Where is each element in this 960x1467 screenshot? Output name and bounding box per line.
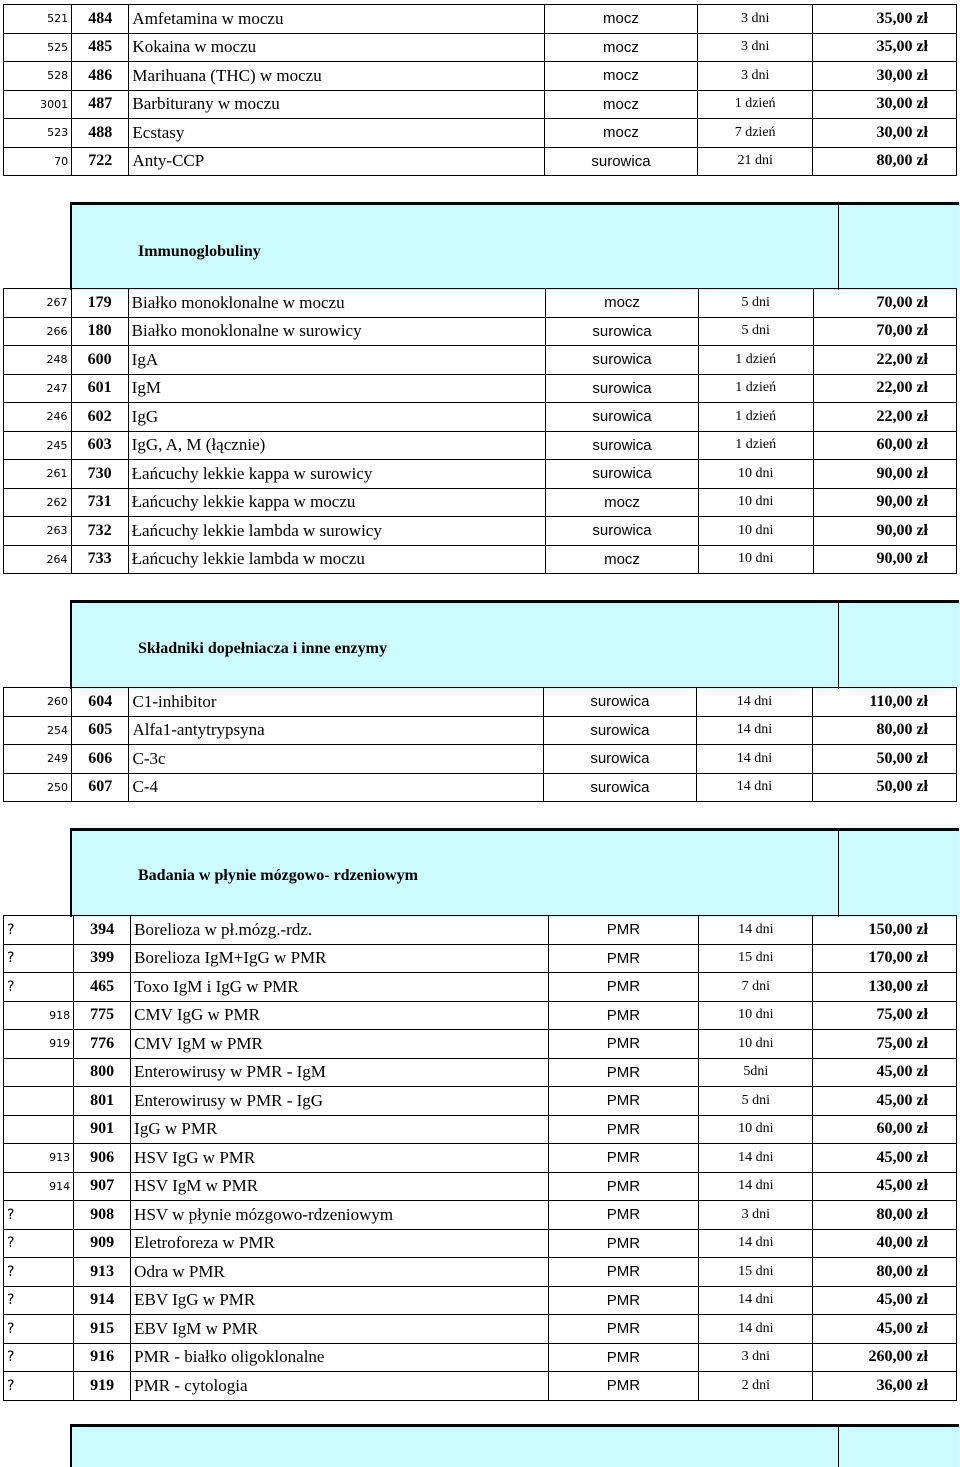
material-cell: PMR	[548, 1001, 699, 1030]
code-cell: 908	[74, 1201, 131, 1230]
material-cell: surowica	[543, 745, 697, 774]
turnaround-cell: 3 dni	[699, 1343, 813, 1372]
test-name-cell: HSV w płynie mózgowo-rdzeniowym	[131, 1201, 548, 1230]
table-row	[4, 5, 957, 34]
turnaround-cell: 3 dni	[698, 62, 813, 91]
test-name-cell: Odra w PMR	[131, 1258, 548, 1287]
code-cell: 906	[74, 1144, 131, 1173]
test-name-cell: CMV IgM w PMR	[131, 1030, 548, 1059]
code-cell: 733	[71, 545, 128, 574]
price-cell: 80,00 zł	[813, 1201, 957, 1230]
table-row	[4, 973, 957, 1002]
material-cell: PMR	[548, 1172, 699, 1201]
material-cell: surowica	[543, 773, 697, 802]
material-cell: PMR	[548, 1087, 699, 1116]
ref-cell: 247	[4, 374, 72, 403]
table-row	[4, 773, 957, 802]
turnaround-cell: 1 dzień	[698, 403, 813, 432]
price-cell: 150,00 zł	[813, 916, 957, 945]
price-cell: 40,00 zł	[813, 1229, 957, 1258]
ref-cell: 918	[4, 1001, 74, 1030]
table-row	[4, 403, 957, 432]
material-cell: mocz	[544, 62, 697, 91]
ref-cell: 914	[4, 1172, 74, 1201]
table-row	[4, 147, 957, 176]
table-row	[4, 346, 957, 375]
table-row	[4, 374, 957, 403]
material-cell: surowica	[546, 346, 699, 375]
turnaround-cell: 7 dzień	[698, 119, 813, 148]
material-cell: PMR	[548, 1343, 699, 1372]
material-cell: mocz	[546, 289, 699, 318]
section-header	[70, 600, 959, 689]
price-cell: 260,00 zł	[813, 1343, 957, 1372]
table-row	[4, 517, 957, 546]
table-row	[4, 545, 957, 574]
price-cell: 90,00 zł	[813, 545, 956, 574]
table-row	[4, 716, 957, 745]
test-name-cell: C-3c	[129, 745, 543, 774]
price-cell: 50,00 zł	[812, 773, 956, 802]
material-cell: PMR	[548, 1115, 699, 1144]
material-cell: PMR	[548, 1144, 699, 1173]
material-cell: PMR	[548, 916, 699, 945]
turnaround-cell: 7 dni	[699, 973, 813, 1002]
price-cell: 80,00 zł	[812, 716, 956, 745]
price-cell: 50,00 zł	[812, 745, 956, 774]
test-name-cell: Łańcuchy lekkie kappa w moczu	[128, 488, 546, 517]
table-row	[4, 317, 957, 346]
material-cell: surowica	[546, 317, 699, 346]
ref-cell: 528	[4, 62, 72, 91]
table-row	[4, 460, 957, 489]
test-name-cell: EBV IgM w PMR	[131, 1315, 548, 1344]
test-name-cell: Anty-CCP	[129, 147, 544, 176]
table-row	[4, 431, 957, 460]
price-cell: 70,00 zł	[813, 317, 956, 346]
turnaround-cell: 10 dni	[699, 1030, 813, 1059]
material-cell: surowica	[543, 688, 697, 717]
material-cell: PMR	[548, 1229, 699, 1258]
code-cell: 732	[71, 517, 128, 546]
test-name-cell: Barbiturany w moczu	[129, 90, 544, 119]
price-cell: 35,00 zł	[813, 33, 957, 62]
price-cell: 30,00 zł	[813, 62, 957, 91]
turnaround-cell: 21 dni	[698, 147, 813, 176]
material-cell: mocz	[546, 545, 699, 574]
code-cell: 776	[74, 1030, 131, 1059]
ref-cell: 262	[4, 488, 72, 517]
material-cell: PMR	[548, 1372, 699, 1401]
test-name-cell: Enterowirusy w PMR - IgG	[131, 1087, 548, 1116]
ref-cell: ?	[4, 1258, 74, 1287]
price-cell: 90,00 zł	[813, 517, 956, 546]
table-row	[4, 1286, 957, 1315]
ref-cell: ?	[4, 1315, 74, 1344]
code-cell: 601	[71, 374, 128, 403]
turnaround-cell: 10 dni	[698, 460, 813, 489]
price-cell: 36,00 zł	[813, 1372, 957, 1401]
ref-cell: ?	[4, 944, 74, 973]
table-row	[4, 1343, 957, 1372]
material-cell: surowica	[543, 716, 697, 745]
ref-cell: 254	[4, 716, 72, 745]
ref-cell: 3001	[4, 90, 72, 119]
material-cell: PMR	[548, 1315, 699, 1344]
test-name-cell: Łańcuchy lekkie lambda w surowicy	[128, 517, 546, 546]
code-cell: 801	[74, 1087, 131, 1116]
table-row	[4, 488, 957, 517]
material-cell: mocz	[544, 90, 697, 119]
code-cell: 909	[74, 1229, 131, 1258]
test-name-cell: Łańcuchy lekkie lambda w moczu	[128, 545, 546, 574]
turnaround-cell: 1 dzień	[698, 90, 813, 119]
turnaround-cell: 5 dni	[698, 317, 813, 346]
ref-cell: 260	[4, 688, 72, 717]
table-row	[4, 1115, 957, 1144]
turnaround-cell: 1 dzień	[698, 346, 813, 375]
turnaround-cell: 1 dzień	[698, 431, 813, 460]
turnaround-cell: 3 dni	[698, 5, 813, 34]
test-name-cell: Enterowirusy w PMR - IgM	[131, 1058, 548, 1087]
price-cell: 45,00 zł	[813, 1172, 957, 1201]
ref-cell: 264	[4, 545, 72, 574]
material-cell: PMR	[548, 944, 699, 973]
price-cell: 30,00 zł	[813, 119, 957, 148]
price-cell: 22,00 zł	[813, 403, 956, 432]
code-cell: 394	[74, 916, 131, 945]
material-cell: PMR	[548, 1286, 699, 1315]
turnaround-cell: 14 dni	[699, 1229, 813, 1258]
material-cell: mocz	[544, 5, 697, 34]
table-row	[4, 688, 957, 717]
turnaround-cell: 14 dni	[697, 688, 812, 717]
price-cell: 45,00 zł	[813, 1315, 957, 1344]
test-name-cell: Białko monoklonalne w surowicy	[128, 317, 546, 346]
price-cell: 45,00 zł	[813, 1058, 957, 1087]
turnaround-cell: 5dni	[699, 1058, 813, 1087]
table-row	[4, 1001, 957, 1030]
code-cell: 602	[71, 403, 128, 432]
material-cell: mocz	[544, 33, 697, 62]
price-cell: 80,00 zł	[813, 1258, 957, 1287]
code-cell: 915	[74, 1315, 131, 1344]
material-cell: PMR	[548, 1030, 699, 1059]
code-cell: 731	[71, 488, 128, 517]
test-name-cell: IgM	[128, 374, 546, 403]
table-row	[4, 1087, 957, 1116]
turnaround-cell: 14 dni	[699, 1286, 813, 1315]
turnaround-cell: 10 dni	[699, 1001, 813, 1030]
price-cell: 22,00 zł	[813, 346, 956, 375]
test-table	[3, 4, 957, 176]
section-header	[70, 828, 959, 917]
turnaround-cell: 15 dni	[699, 1258, 813, 1287]
table-row	[4, 33, 957, 62]
table-row	[4, 119, 957, 148]
test-name-cell: Eletroforeza w PMR	[131, 1229, 548, 1258]
code-cell: 485	[72, 33, 129, 62]
price-cell: 170,00 zł	[813, 944, 957, 973]
turnaround-cell: 14 dni	[697, 716, 812, 745]
code-cell: 180	[71, 317, 128, 346]
table-row	[4, 90, 957, 119]
turnaround-cell: 10 dni	[698, 545, 813, 574]
test-name-cell: Amfetamina w moczu	[129, 5, 544, 34]
table-row	[4, 1229, 957, 1258]
price-cell: 22,00 zł	[813, 374, 956, 403]
ref-cell: 521	[4, 5, 72, 34]
material-cell: surowica	[546, 460, 699, 489]
test-name-cell: C1-inhibitor	[129, 688, 543, 717]
test-name-cell: IgA	[128, 346, 546, 375]
ref-cell	[4, 1115, 74, 1144]
test-name-cell: Ecstasy	[129, 119, 544, 148]
test-table	[3, 288, 957, 574]
ref-cell: ?	[4, 1343, 74, 1372]
material-cell: surowica	[546, 403, 699, 432]
test-name-cell: CMV IgG w PMR	[131, 1001, 548, 1030]
code-cell: 604	[72, 688, 129, 717]
test-name-cell: Alfa1-antytrypsyna	[129, 716, 543, 745]
turnaround-cell: 2 dni	[699, 1372, 813, 1401]
ref-cell: 525	[4, 33, 72, 62]
table-row	[4, 1258, 957, 1287]
turnaround-cell: 5 dni	[699, 1087, 813, 1116]
ref-cell: 266	[4, 317, 72, 346]
code-cell: 914	[74, 1286, 131, 1315]
code-cell: 901	[74, 1115, 131, 1144]
table-row	[4, 1144, 957, 1173]
code-cell: 399	[74, 944, 131, 973]
code-cell: 919	[74, 1372, 131, 1401]
table-row	[4, 1172, 957, 1201]
turnaround-cell: 10 dni	[698, 488, 813, 517]
turnaround-cell: 14 dni	[697, 745, 812, 774]
ref-cell: 248	[4, 346, 72, 375]
price-cell: 90,00 zł	[813, 488, 956, 517]
table-row	[4, 1058, 957, 1087]
code-cell: 603	[71, 431, 128, 460]
material-cell: surowica	[546, 431, 699, 460]
code-cell: 487	[72, 90, 129, 119]
test-name-cell: Łańcuchy lekkie kappa w surowicy	[128, 460, 546, 489]
ref-cell: ?	[4, 1229, 74, 1258]
material-cell: surowica	[546, 517, 699, 546]
material-cell: mocz	[546, 488, 699, 517]
code-cell: 907	[74, 1172, 131, 1201]
price-cell: 35,00 zł	[813, 5, 957, 34]
code-cell: 730	[71, 460, 128, 489]
turnaround-cell: 10 dni	[698, 517, 813, 546]
turnaround-cell: 14 dni	[699, 916, 813, 945]
test-name-cell: Borelioza IgM+IgG w PMR	[131, 944, 548, 973]
code-cell: 606	[72, 745, 129, 774]
test-name-cell: IgG w PMR	[131, 1115, 548, 1144]
section-title: Składniki dopełniacza i inne enzymy	[138, 640, 387, 657]
ref-cell: ?	[4, 1372, 74, 1401]
ref-cell: 245	[4, 431, 72, 460]
turnaround-cell: 3 dni	[698, 33, 813, 62]
test-name-cell: IgG	[128, 403, 546, 432]
price-cell: 45,00 zł	[813, 1144, 957, 1173]
table-row	[4, 1315, 957, 1344]
price-cell: 75,00 zł	[813, 1030, 957, 1059]
ref-cell	[4, 1087, 74, 1116]
table-row	[4, 1372, 957, 1401]
code-cell: 486	[72, 62, 129, 91]
code-cell: 488	[72, 119, 129, 148]
table-row	[4, 745, 957, 774]
price-cell: 60,00 zł	[813, 431, 956, 460]
turnaround-cell: 14 dni	[697, 773, 812, 802]
test-name-cell: EBV IgG w PMR	[131, 1286, 548, 1315]
ref-cell: 261	[4, 460, 72, 489]
price-cell: 130,00 zł	[813, 973, 957, 1002]
ref-cell: ?	[4, 973, 74, 1002]
material-cell: PMR	[548, 973, 699, 1002]
test-name-cell: Białko monoklonalne w moczu	[128, 289, 546, 318]
turnaround-cell: 3 dni	[699, 1201, 813, 1230]
section-header-band	[72, 1427, 839, 1467]
test-name-cell: Toxo IgM i IgG w PMR	[131, 973, 548, 1002]
code-cell: 607	[72, 773, 129, 802]
section-title: Immunoglobuliny	[138, 243, 261, 260]
ref-cell: 263	[4, 517, 72, 546]
table-row	[4, 289, 957, 318]
ref-cell: 250	[4, 773, 72, 802]
material-cell: surowica	[546, 374, 699, 403]
price-cell: 45,00 zł	[813, 1087, 957, 1116]
turnaround-cell: 1 dzień	[698, 374, 813, 403]
test-name-cell: HSV IgG w PMR	[131, 1144, 548, 1173]
test-name-cell: IgG, A, M (łącznie)	[128, 431, 546, 460]
test-name-cell: C-4	[129, 773, 543, 802]
code-cell: 465	[74, 973, 131, 1002]
ref-cell: 246	[4, 403, 72, 432]
test-table	[3, 915, 957, 1401]
material-cell: PMR	[548, 1058, 699, 1087]
ref-cell	[4, 1058, 74, 1087]
code-cell: 179	[71, 289, 128, 318]
price-cell: 110,00 zł	[812, 688, 956, 717]
code-cell: 916	[74, 1343, 131, 1372]
turnaround-cell: 14 dni	[699, 1315, 813, 1344]
ref-cell: 267	[4, 289, 72, 318]
test-name-cell: Marihuana (THC) w moczu	[129, 62, 544, 91]
code-cell: 484	[72, 5, 129, 34]
test-name-cell: Borelioza w pł.mózg.-rdz.	[131, 916, 548, 945]
material-cell: PMR	[548, 1258, 699, 1287]
section-title: Badania w płynie mózgowo- rdzeniowym	[138, 867, 418, 884]
table-row	[4, 1030, 957, 1059]
test-name-cell: PMR - białko oligoklonalne	[131, 1343, 548, 1372]
ref-cell: 523	[4, 119, 72, 148]
price-cell: 30,00 zł	[813, 90, 957, 119]
test-name-cell: Kokaina w moczu	[129, 33, 544, 62]
turnaround-cell: 15 dni	[699, 944, 813, 973]
ref-cell: 70	[4, 147, 72, 176]
ref-cell: ?	[4, 1201, 74, 1230]
test-table	[3, 687, 957, 802]
ref-cell: 919	[4, 1030, 74, 1059]
ref-cell: ?	[4, 916, 74, 945]
code-cell: 600	[71, 346, 128, 375]
price-cell: 45,00 zł	[813, 1286, 957, 1315]
turnaround-cell: 14 dni	[699, 1144, 813, 1173]
table-row	[4, 916, 957, 945]
ref-cell: 913	[4, 1144, 74, 1173]
price-cell: 60,00 zł	[813, 1115, 957, 1144]
table-row	[4, 1201, 957, 1230]
section-header	[70, 202, 959, 290]
code-cell: 605	[72, 716, 129, 745]
price-cell: 90,00 zł	[813, 460, 956, 489]
code-cell: 775	[74, 1001, 131, 1030]
turnaround-cell: 10 dni	[699, 1115, 813, 1144]
code-cell: 913	[74, 1258, 131, 1287]
price-cell: 75,00 zł	[813, 1001, 957, 1030]
price-cell: 80,00 zł	[813, 147, 957, 176]
code-cell: 722	[72, 147, 129, 176]
ref-cell: 249	[4, 745, 72, 774]
ref-cell: ?	[4, 1286, 74, 1315]
code-cell: 800	[74, 1058, 131, 1087]
material-cell: surowica	[544, 147, 697, 176]
table-row	[4, 62, 957, 91]
material-cell: PMR	[548, 1201, 699, 1230]
table-row	[4, 944, 957, 973]
test-name-cell: PMR - cytologia	[131, 1372, 548, 1401]
test-name-cell: HSV IgM w PMR	[131, 1172, 548, 1201]
turnaround-cell: 5 dni	[698, 289, 813, 318]
price-cell: 70,00 zł	[813, 289, 956, 318]
material-cell: mocz	[544, 119, 697, 148]
turnaround-cell: 14 dni	[699, 1172, 813, 1201]
